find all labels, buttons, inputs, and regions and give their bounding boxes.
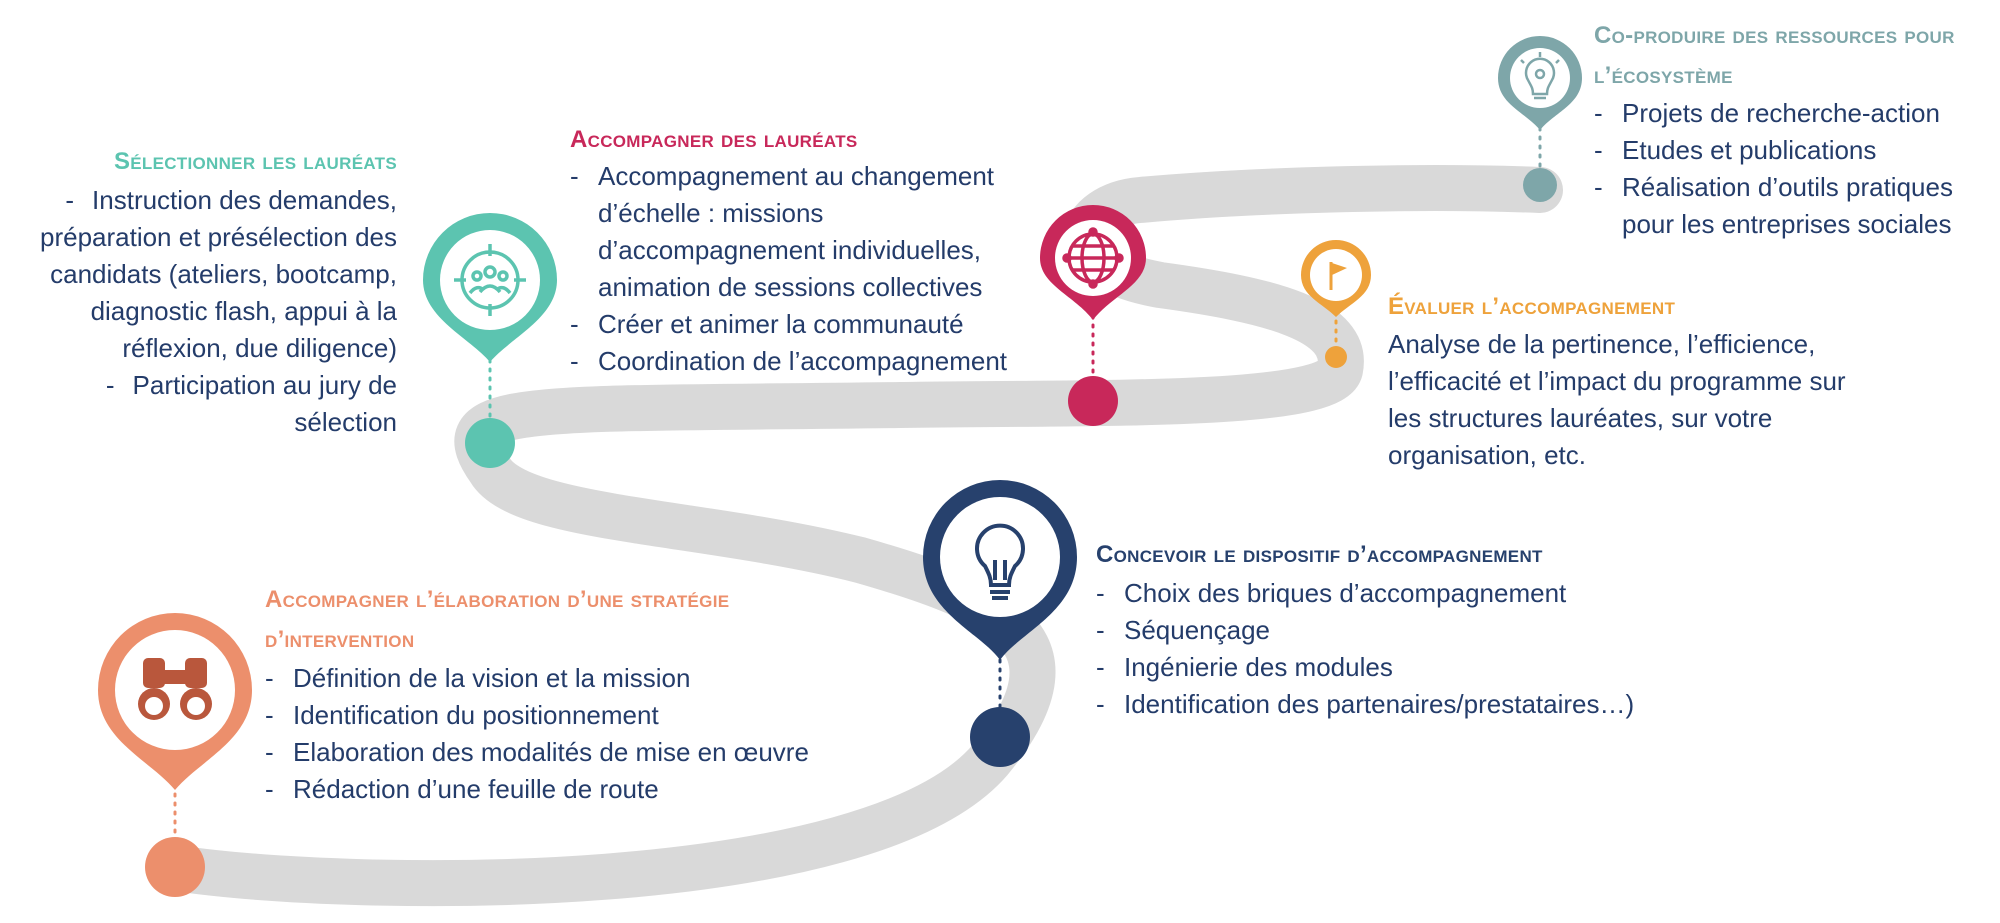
dot-evaluation bbox=[1325, 346, 1347, 368]
ecosystem-title-line2: l’écosystème bbox=[1594, 62, 1733, 89]
design-title: Concevoir le dispositif d’accompagnement bbox=[1096, 541, 1543, 568]
list-item: - Choix des briques d’accompagnement bbox=[1094, 575, 1714, 612]
dot-support bbox=[1068, 376, 1118, 426]
list-item: - Rédaction d’une feuille de route bbox=[263, 771, 913, 808]
list-item: - Accompagnement au changement d’échelle : missions d’accompagnement individuelles, animation de sessions collectives bbox=[568, 158, 1038, 306]
list-item: - Participation au jury de sélection bbox=[0, 367, 397, 441]
list-item: - Identification des partenaires/prestataires…) bbox=[1094, 686, 1714, 723]
list-item: - Définition de la vision et la mission bbox=[263, 660, 913, 697]
dot-strategy bbox=[145, 837, 205, 897]
ecosystem-title-line1: Co-produire des ressources pour bbox=[1594, 22, 1955, 49]
list-item: - Ingénierie des modules bbox=[1094, 649, 1714, 686]
selection-title: Sélectionner les lauréats bbox=[113, 148, 397, 175]
list-item: - Coordination de l’accompagnement bbox=[568, 343, 1038, 380]
list-item: - Réalisation d’outils pratiques pour les entreprises sociales bbox=[1592, 169, 1996, 243]
ecosystem-list bbox=[1592, 95, 1996, 243]
support-title: Accompagner des lauréats bbox=[570, 126, 858, 153]
evaluation-title: Évaluer l’accompagnement bbox=[1388, 293, 1676, 320]
list-item: - Instruction des demandes, préparation et présélection des candidats (ateliers, bootcamp, diagnostic flash, appui à la réflexion, due diligence) bbox=[0, 182, 397, 367]
support-list bbox=[568, 158, 1038, 380]
dot-ecosystem bbox=[1523, 168, 1557, 202]
list-item: - Projets de recherche-action bbox=[1592, 95, 1996, 132]
selection-list bbox=[0, 182, 397, 441]
strategy-title-line2: d’intervention bbox=[265, 626, 415, 653]
ecosystem-title bbox=[1594, 16, 1994, 96]
list-item: - Etudes et publications bbox=[1592, 132, 1996, 169]
strategy-title bbox=[265, 580, 865, 660]
evaluation-text: Analyse de la pertinence, l’efficience, l’efficacité et l’impact du programme sur les structures lauréates, sur votre organisation, etc. bbox=[1388, 329, 1846, 470]
list-item: - Créer et animer la communauté bbox=[568, 306, 1038, 343]
dot-design bbox=[970, 707, 1030, 767]
strategy-list bbox=[263, 660, 913, 808]
design-list bbox=[1094, 575, 1714, 723]
strategy-title-line1: Accompagner l’élaboration d’une stratégie bbox=[265, 586, 730, 613]
list-item: - Identification du positionnement bbox=[263, 697, 913, 734]
dot-selection bbox=[465, 418, 515, 468]
list-item: - Elaboration des modalités de mise en œuvre bbox=[263, 734, 913, 771]
list-item: - Séquençage bbox=[1094, 612, 1714, 649]
marker-design bbox=[923, 480, 1077, 767]
